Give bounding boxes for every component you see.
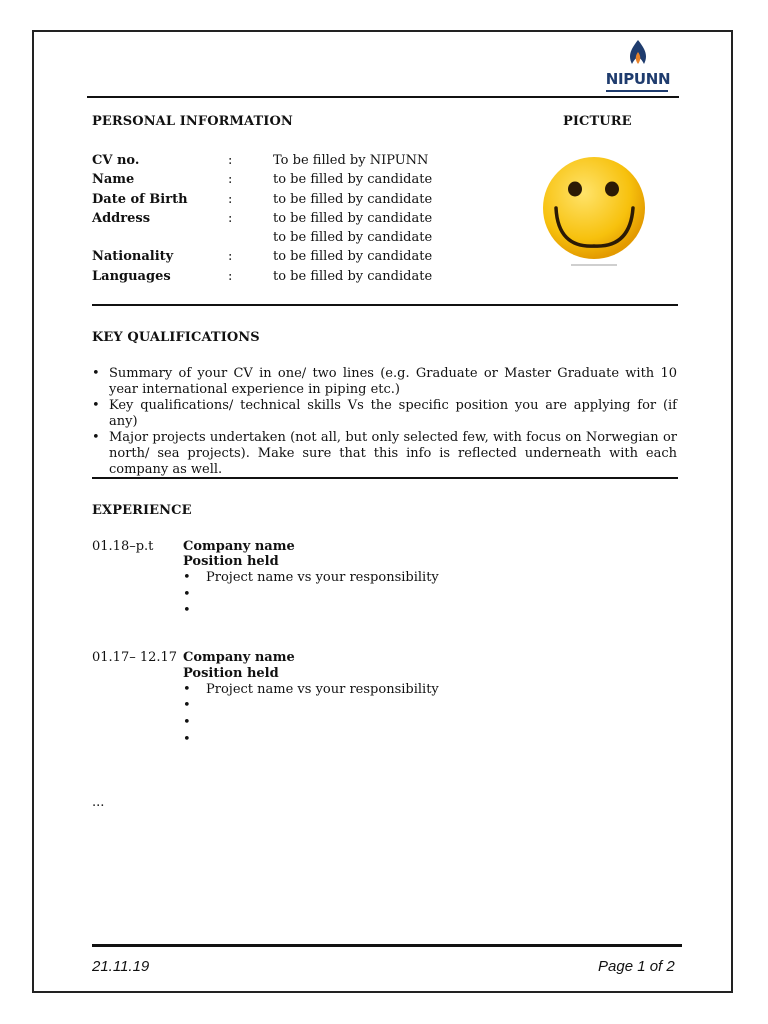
personal-info-heading: PERSONAL INFORMATION — [92, 114, 293, 129]
bullet-icon: • — [183, 570, 191, 585]
section-divider — [92, 477, 678, 479]
label-address: Address — [92, 211, 151, 226]
list-item — [92, 430, 677, 478]
bullet-icon: • — [183, 715, 191, 730]
experience-period: 01.18–p.t — [92, 539, 154, 554]
colon: : — [228, 172, 233, 187]
bullet-icon: • — [92, 430, 100, 445]
label-nationality: Nationality — [92, 249, 174, 264]
project-text: Project name vs your responsibility — [206, 570, 439, 585]
page-number: Page 1 of 2 — [598, 958, 675, 975]
list-item — [92, 398, 677, 430]
colon: : — [228, 153, 233, 168]
position-held: Position held — [183, 666, 279, 681]
value-address: to be filled by candidate — [273, 211, 433, 226]
bullet-icon: • — [92, 398, 100, 413]
colon: : — [228, 192, 233, 207]
colon: : — [228, 249, 233, 264]
value-address-line-2: to be filled by candidate — [273, 230, 433, 245]
footer-date: 21.11.19 — [92, 958, 150, 975]
qualification-text: Summary of your CV in one/ two lines (e.g. Graduate or Master Graduate with 10 year international experience in piping etc.) — [109, 366, 677, 397]
smiley-face-icon — [537, 156, 655, 270]
footer-divider — [92, 944, 682, 947]
colon: : — [228, 269, 233, 284]
position-held: Position held — [183, 554, 279, 569]
continuation-ellipsis: ... — [92, 795, 105, 810]
experience-heading: EXPERIENCE — [92, 503, 192, 518]
bullet-icon: • — [183, 732, 191, 747]
header-divider — [87, 96, 679, 98]
qualification-text: Major projects undertaken (not all, but only selected few, with focus on Norwegian or north/ sea projects). Make sure that this info is reflected underneath with each company as well. — [109, 430, 677, 477]
value-cv-no: To be filled by NIPUNN — [273, 153, 429, 168]
logo-underline — [606, 90, 668, 92]
value-nationality: to be filled by candidate — [273, 249, 433, 264]
qualification-text: Key qualifications/ technical skills Vs the specific position you are applying for (if any) — [109, 398, 677, 429]
bullet-icon: • — [183, 587, 191, 602]
value-date-of-birth: to be filled by candidate — [273, 192, 433, 207]
bullet-icon: • — [183, 698, 191, 713]
colon: : — [228, 211, 233, 226]
section-divider — [92, 304, 678, 306]
company-name: Company name — [183, 650, 295, 665]
label-cv-no: CV no. — [92, 153, 140, 168]
experience-period: 01.17– 12.17 — [92, 650, 178, 665]
list-item — [92, 366, 677, 398]
label-languages: Languages — [92, 269, 171, 284]
value-name: to be filled by candidate — [273, 172, 433, 187]
qualifications-list — [92, 366, 677, 478]
key-qualifications-heading: KEY QUALIFICATIONS — [92, 330, 260, 345]
bullet-icon: • — [92, 366, 100, 381]
picture-heading: PICTURE — [563, 114, 632, 129]
bullet-icon: • — [183, 682, 191, 697]
label-date-of-birth: Date of Birth — [92, 192, 188, 207]
bullet-icon: • — [183, 603, 191, 618]
project-text: Project name vs your responsibility — [206, 682, 439, 697]
company-name: Company name — [183, 539, 295, 554]
logo-text: NIPUNN — [605, 70, 671, 88]
label-name: Name — [92, 172, 135, 187]
value-languages: to be filled by candidate — [273, 269, 433, 284]
